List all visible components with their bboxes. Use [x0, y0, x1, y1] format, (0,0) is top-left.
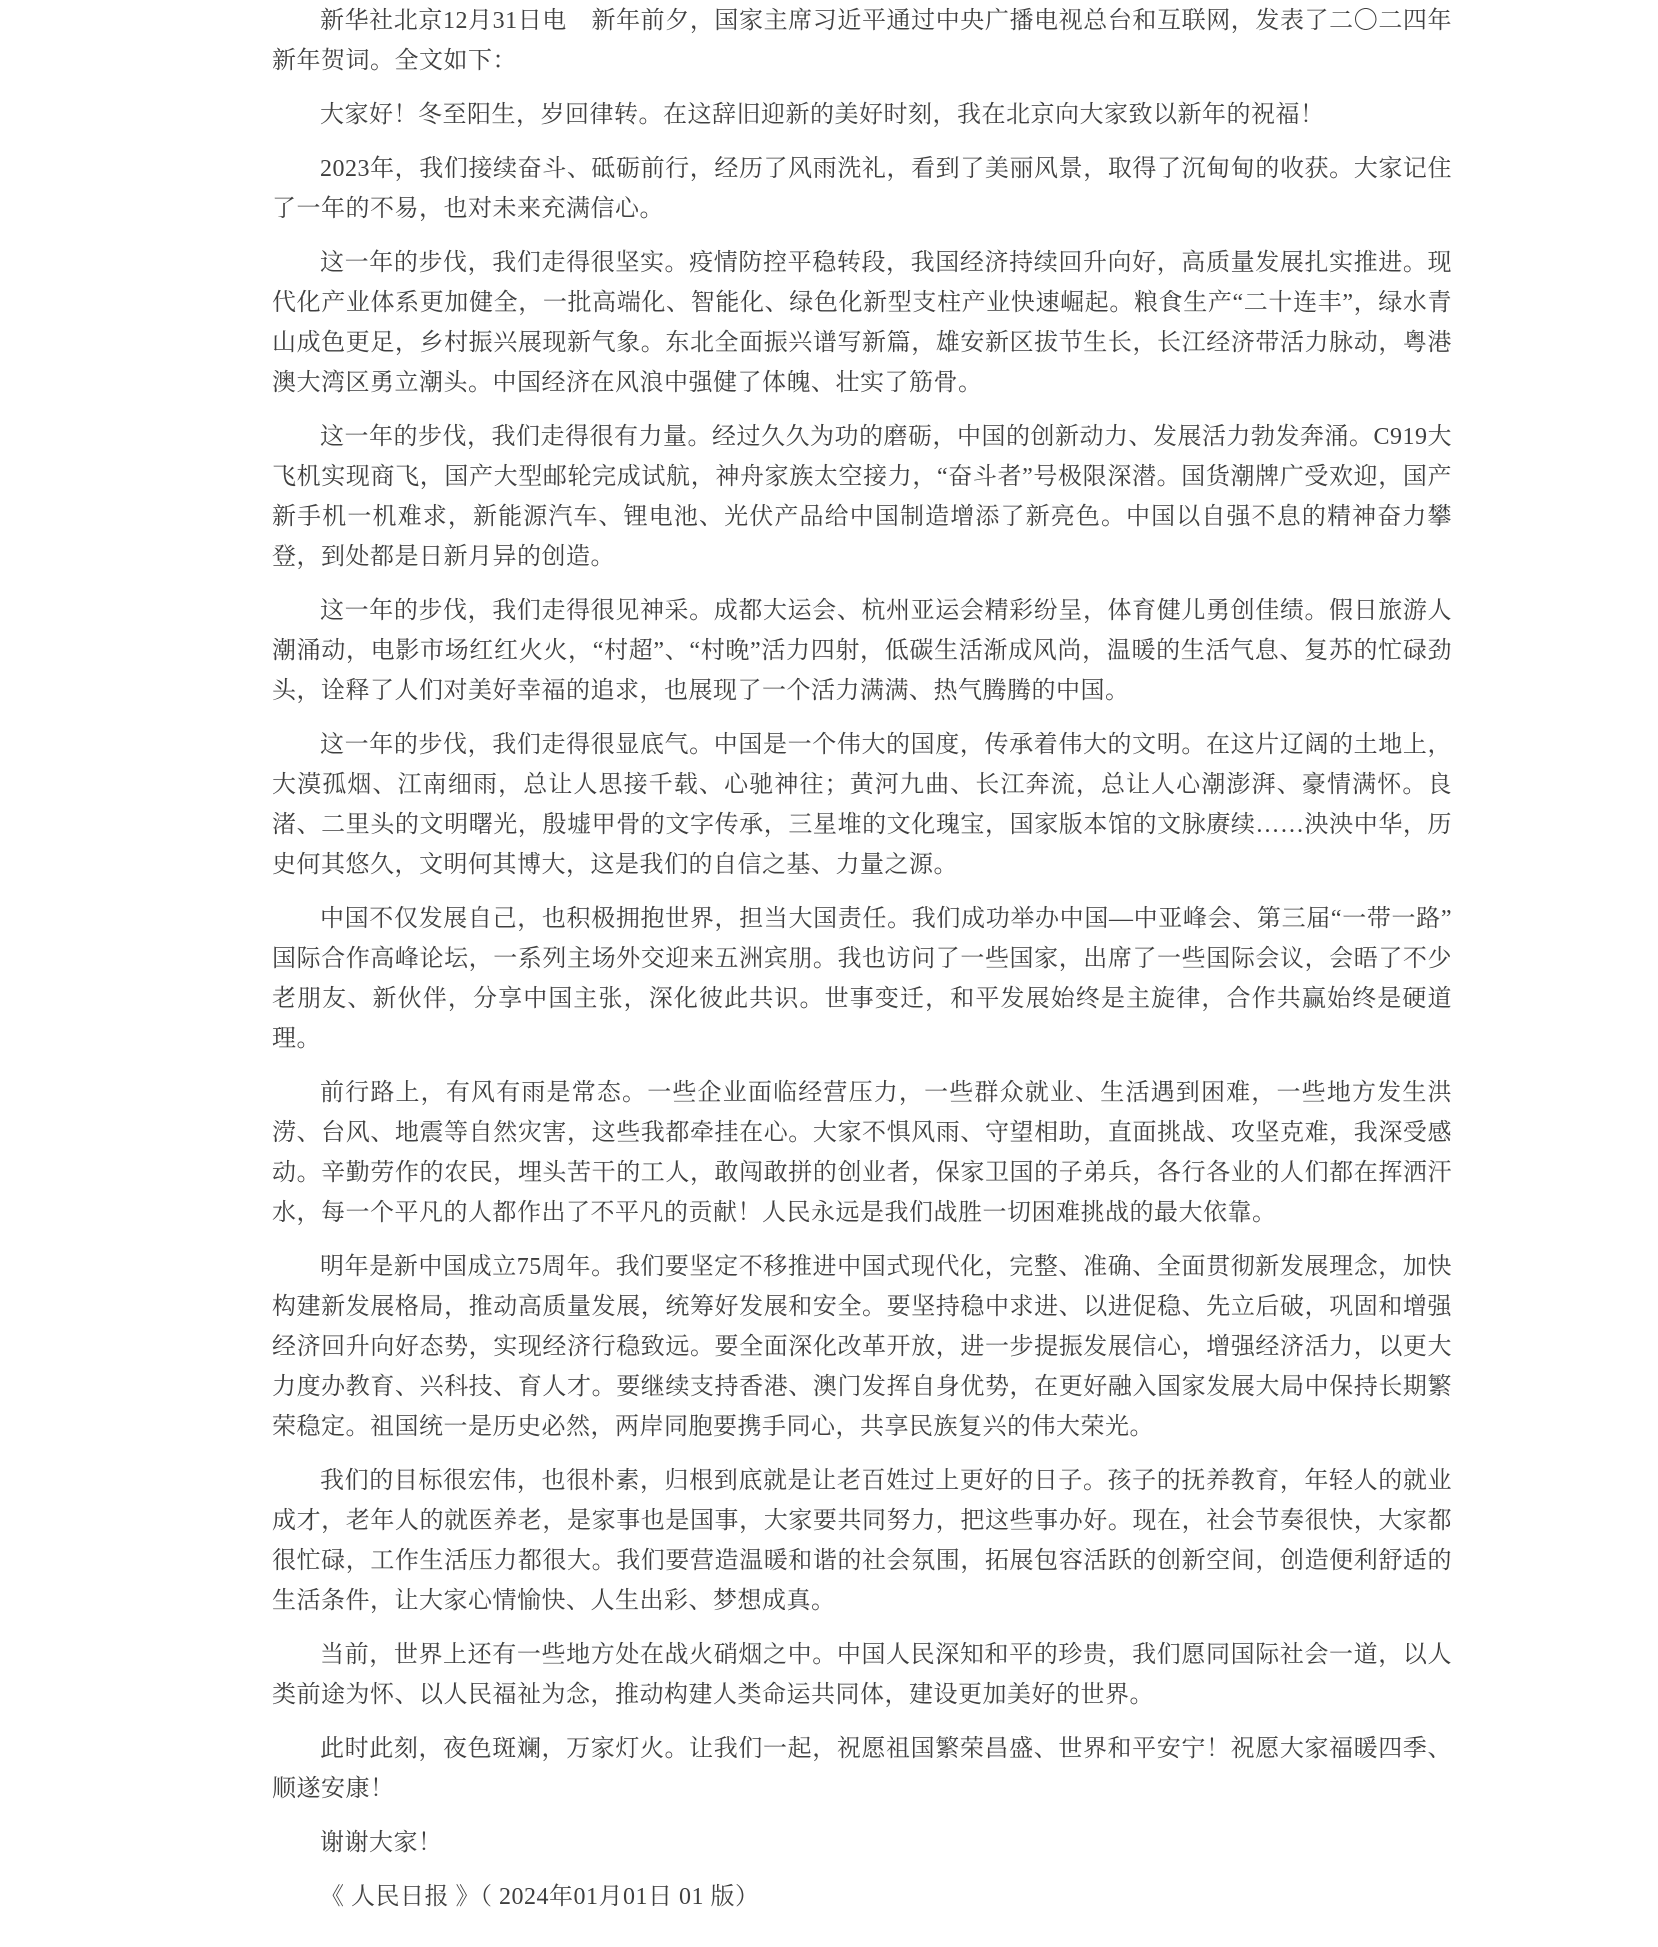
body-paragraph-2: 这一年的步伐，我们走得很坚实。疫情防控平稳转段，我国经济持续回升向好，高质量发展扎实推进。现代化产业体系更加健全，一批高端化、智能化、绿色化新型支柱产业快速崛起。粮食生产“二十连丰”，绿水青山成色更足，乡村振兴展现新气象。东北全面振兴谱写新篇，雄安新区拔节生长，长江经济带活力脉动，粤港澳大湾区勇立潮头。中国经济在风浪中强健了体魄、壮实了筋骨。 — [272, 250, 1452, 396]
body-paragraph-9: 我们的目标很宏伟，也很朴素，归根到底就是让老百姓过上更好的日子。孩子的抚养教育，年轻人的就业成才，老年人的就医养老，是家事也是国事，大家要共同努力，把这些事办好。现在，社会节奏很快，大家都很忙碌，工作生活压力都很大。我们要营造温暖和谐的社会氛围，拓展包容活跃的创新空间，创造便利舒适的生活条件，让大家心情愉快、人生出彩、梦想成真。 — [272, 1468, 1452, 1614]
source-citation: 《 人民日报 》（ 2024年01月01日 01 版） — [320, 1884, 760, 1910]
body-paragraph-7: 前行路上，有风有雨是常态。一些企业面临经营压力，一些群众就业、生活遇到困难，一些地方发生洪涝、台风、地震等自然灾害，这些我都牵挂在心。大家不惧风雨、守望相助，直面挑战、攻坚克难，我深受感动。辛勤劳作的农民，埋头苦干的工人，敢闯敢拼的创业者，保家卫国的子弟兵，各行各业的人们都在挥洒汗水，每一个平凡的人都作出了不平凡的贡献！人民永远是我们战胜一切困难挑战的最大依靠。 — [272, 1080, 1452, 1226]
closing-paragraph: 此时此刻，夜色斑斓，万家灯火。让我们一起，祝愿祖国繁荣昌盛、世界和平安宁！祝愿大家福暖四季、顺遂安康！ — [272, 1736, 1452, 1802]
thanks-paragraph: 谢谢大家！ — [320, 1830, 443, 1856]
body-paragraph-1: 2023年，我们接续奋斗、砥砺前行，经历了风雨洗礼，看到了美丽风景，取得了沉甸甸的收获。大家记住了一年的不易，也对未来充满信心。 — [272, 156, 1452, 222]
body-paragraph-4: 这一年的步伐，我们走得很见神采。成都大运会、杭州亚运会精彩纷呈，体育健儿勇创佳绩。假日旅游人潮涌动，电影市场红红火火，“村超”、“村晚”活力四射，低碳生活渐成风尚，温暖的生活气息、复苏的忙碌劲头，诠释了人们对美好幸福的追求，也展现了一个活力满满、热气腾腾的中国。 — [272, 598, 1452, 704]
dateline-paragraph: 新华社北京12月31日电 新年前夕，国家主席习近平通过中央广播电视总台和互联网，发表了二〇二四年新年贺词。全文如下： — [272, 8, 1452, 74]
body-paragraph-5: 这一年的步伐，我们走得很显底气。中国是一个伟大的国度，传承着伟大的文明。在这片辽阔的土地上，大漠孤烟、江南细雨，总让人思接千载、心驰神往；黄河九曲、长江奔流，总让人心潮澎湃、豪情满怀。良渚、二里头的文明曙光，殷墟甲骨的文字传承，三星堆的文化瑰宝，国家版本馆的文脉赓续……泱泱中华，历史何其悠久，文明何其博大，这是我们的自信之基、力量之源。 — [272, 732, 1452, 878]
body-paragraph-6: 中国不仅发展自己，也积极拥抱世界，担当大国责任。我们成功举办中国—中亚峰会、第三届“一带一路”国际合作高峰论坛，一系列主场外交迎来五洲宾朋。我也访问了一些国家，出席了一些国际会议，会晤了不少老朋友、新伙伴，分享中国主张，深化彼此共识。世事变迁，和平发展始终是主旋律，合作共赢始终是硬道理。 — [272, 906, 1452, 1052]
body-paragraph-10: 当前，世界上还有一些地方处在战火硝烟之中。中国人民深知和平的珍贵，我们愿同国际社会一道，以人类前途为怀、以人民福祉为念，推动构建人类命运共同体，建设更加美好的世界。 — [272, 1642, 1452, 1708]
body-paragraph-8: 明年是新中国成立75周年。我们要坚定不移推进中国式现代化，完整、准确、全面贯彻新发展理念，加快构建新发展格局，推动高质量发展，统筹好发展和安全。要坚持稳中求进、以进促稳、先立后破，巩固和增强经济回升向好态势，实现经济行稳致远。要全面深化改革开放，进一步提振发展信心，增强经济活力，以更大力度办教育、兴科技、育人才。要继续支持香港、澳门发挥自身优势，在更好融入国家发展大局中保持长期繁荣稳定。祖国统一是历史必然，两岸同胞要携手同心，共享民族复兴的伟大荣光。 — [272, 1254, 1452, 1440]
body-paragraph-3: 这一年的步伐，我们走得很有力量。经过久久为功的磨砺，中国的创新动力、发展活力勃发奔涌。C919大飞机实现商飞，国产大型邮轮完成试航，神舟家族太空接力，“奋斗者”号极限深潜。国货潮牌广受欢迎，国产新手机一机难求，新能源汽车、锂电池、光伏产品给中国制造增添了新亮色。中国以自强不息的精神奋力攀登，到处都是日新月异的创造。 — [272, 424, 1453, 570]
greeting-paragraph: 大家好！冬至阳生，岁回律转。在这辞旧迎新的美好时刻，我在北京向大家致以新年的祝福！ — [320, 102, 1325, 128]
